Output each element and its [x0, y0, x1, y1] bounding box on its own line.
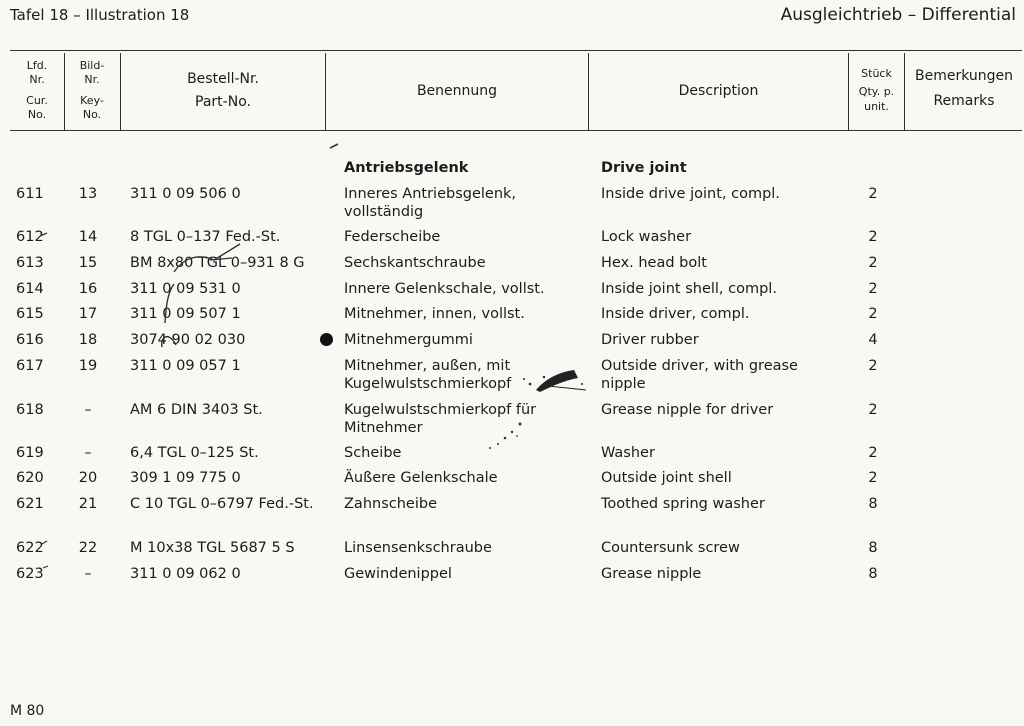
cell-benennung: Innere Gelenkschale, vollst.: [344, 281, 545, 297]
cell-benennung: Federscheibe: [344, 229, 441, 245]
cell-qty: 8: [868, 566, 878, 582]
cell-lfd: 617: [16, 358, 44, 374]
cell-benennung: Gewindenippel: [344, 566, 452, 582]
cell-benennung: Linsensenkschraube: [344, 540, 492, 556]
cell-bild: –: [84, 445, 92, 461]
cell-description: Grease nipple for driver: [601, 402, 774, 418]
cell-qty: 8: [868, 540, 878, 556]
cell-bild: 22: [78, 540, 98, 556]
col-header-remarks: Bemerkungen Remarks: [914, 68, 1014, 109]
cell-benennung: Mitnehmergummi: [344, 332, 473, 348]
cell-part-no: C 10 TGL 0–6797 Fed.-St.: [130, 496, 314, 512]
cell-part-no: 8 TGL 0–137 Fed.-St.: [130, 229, 281, 245]
cell-part-no: 311 0 09 057 1: [130, 358, 241, 374]
page-header-right: Ausgleichtrieb – Differential: [780, 5, 1016, 25]
cell-description: Inside driver, compl.: [601, 306, 750, 322]
cell-qty: 2: [868, 306, 878, 322]
col-header-qty: Stück Qty. p. unit.: [858, 67, 895, 113]
cell-description: Outside joint shell: [601, 470, 732, 486]
cell-lfd: 622: [16, 540, 44, 556]
cell-bild: 16: [78, 281, 98, 297]
cell-description: Driver rubber: [601, 332, 699, 348]
cell-benennung: Mitnehmer, innen, vollst.: [344, 306, 525, 322]
cell-qty: 4: [868, 332, 878, 348]
cell-description: Hex. head bolt: [601, 255, 707, 271]
cell-lfd: 614: [16, 281, 44, 297]
cell-qty: 2: [868, 281, 878, 297]
cell-part-no: 3074 90 02 030: [130, 332, 246, 348]
cell-lfd: 612: [16, 229, 44, 245]
col-header-lfd: Lfd. Nr. Cur. No.: [26, 59, 48, 121]
cell-benennung: Kugelwulstschmierkopf für Mitnehmer: [344, 402, 537, 436]
section-title-en: Drive joint: [601, 160, 687, 176]
cell-benennung: Sechskantschraube: [344, 255, 486, 271]
cell-bild: 18: [78, 332, 98, 348]
cell-qty: 2: [868, 186, 878, 202]
cell-description: Toothed spring washer: [601, 496, 765, 512]
cell-bild: 13: [78, 186, 98, 202]
cell-part-no: 311 0 09 062 0: [130, 566, 241, 582]
cell-lfd: 623: [16, 566, 44, 582]
cell-description: Inside drive joint, compl.: [601, 186, 780, 202]
cell-lfd: 620: [16, 470, 44, 486]
cell-bild: –: [84, 402, 92, 418]
cell-bild: 19: [78, 358, 98, 374]
cell-bild: 20: [78, 470, 98, 486]
cell-qty: 8: [868, 496, 878, 512]
col-header-bild: Bild- Nr. Key- No.: [79, 59, 105, 121]
col-header-description: Description: [678, 83, 759, 99]
cell-part-no: 311 0 09 507 1: [130, 306, 241, 322]
col-header-benennung: Benennung: [416, 83, 498, 99]
cell-lfd: 611: [16, 186, 44, 202]
cell-bild: 21: [78, 496, 98, 512]
cell-benennung: Inneres Antriebsgelenk, vollständig: [344, 186, 517, 220]
cell-qty: 2: [868, 358, 878, 374]
cell-lfd: 618: [16, 402, 44, 418]
cell-part-no: 311 0 09 506 0: [130, 186, 241, 202]
cell-qty: 2: [868, 255, 878, 271]
cell-qty: 2: [868, 445, 878, 461]
cell-part-no: 6,4 TGL 0–125 St.: [130, 445, 259, 461]
cell-part-no: M 10x38 TGL 5687 5 S: [130, 540, 295, 556]
section-title-de: Antriebsgelenk: [344, 160, 469, 176]
cell-qty: 2: [868, 402, 878, 418]
cell-qty: 2: [868, 470, 878, 486]
cell-description: Outside driver, with grease nipple: [601, 358, 798, 392]
cell-bild: –: [84, 566, 92, 582]
cell-lfd: 616: [16, 332, 44, 348]
cell-lfd: 615: [16, 306, 44, 322]
page-header-left: Tafel 18 – Illustration 18: [10, 6, 190, 24]
cell-bild: 15: [78, 255, 98, 271]
cell-benennung: Zahnscheibe: [344, 496, 437, 512]
cell-part-no: 309 1 09 775 0: [130, 470, 241, 486]
cell-description: Inside joint shell, compl.: [601, 281, 777, 297]
cell-benennung: Mitnehmer, außen, mit Kugelwulstschmierkopf: [344, 358, 512, 392]
cell-part-no: BM 8x80 TGL 0–931 8 G: [130, 255, 305, 271]
cell-lfd: 619: [16, 445, 44, 461]
cell-part-no: 311 0 09 531 0: [130, 281, 241, 297]
cell-description: Grease nipple: [601, 566, 702, 582]
page-footer: M 80: [10, 703, 45, 719]
cell-bild: 14: [78, 229, 98, 245]
cell-benennung: Scheibe: [344, 445, 402, 461]
cell-part-no: AM 6 DIN 3403 St.: [130, 402, 263, 418]
cell-description: Washer: [601, 445, 655, 461]
cell-benennung: Äußere Gelenkschale: [344, 470, 498, 486]
cell-bild: 17: [78, 306, 98, 322]
cell-lfd: 613: [16, 255, 44, 271]
cell-description: Countersunk screw: [601, 540, 740, 556]
cell-qty: 2: [868, 229, 878, 245]
cell-lfd: 621: [16, 496, 44, 512]
cell-description: Lock washer: [601, 229, 692, 245]
col-header-part: Bestell-Nr. Part-No.: [187, 71, 259, 110]
